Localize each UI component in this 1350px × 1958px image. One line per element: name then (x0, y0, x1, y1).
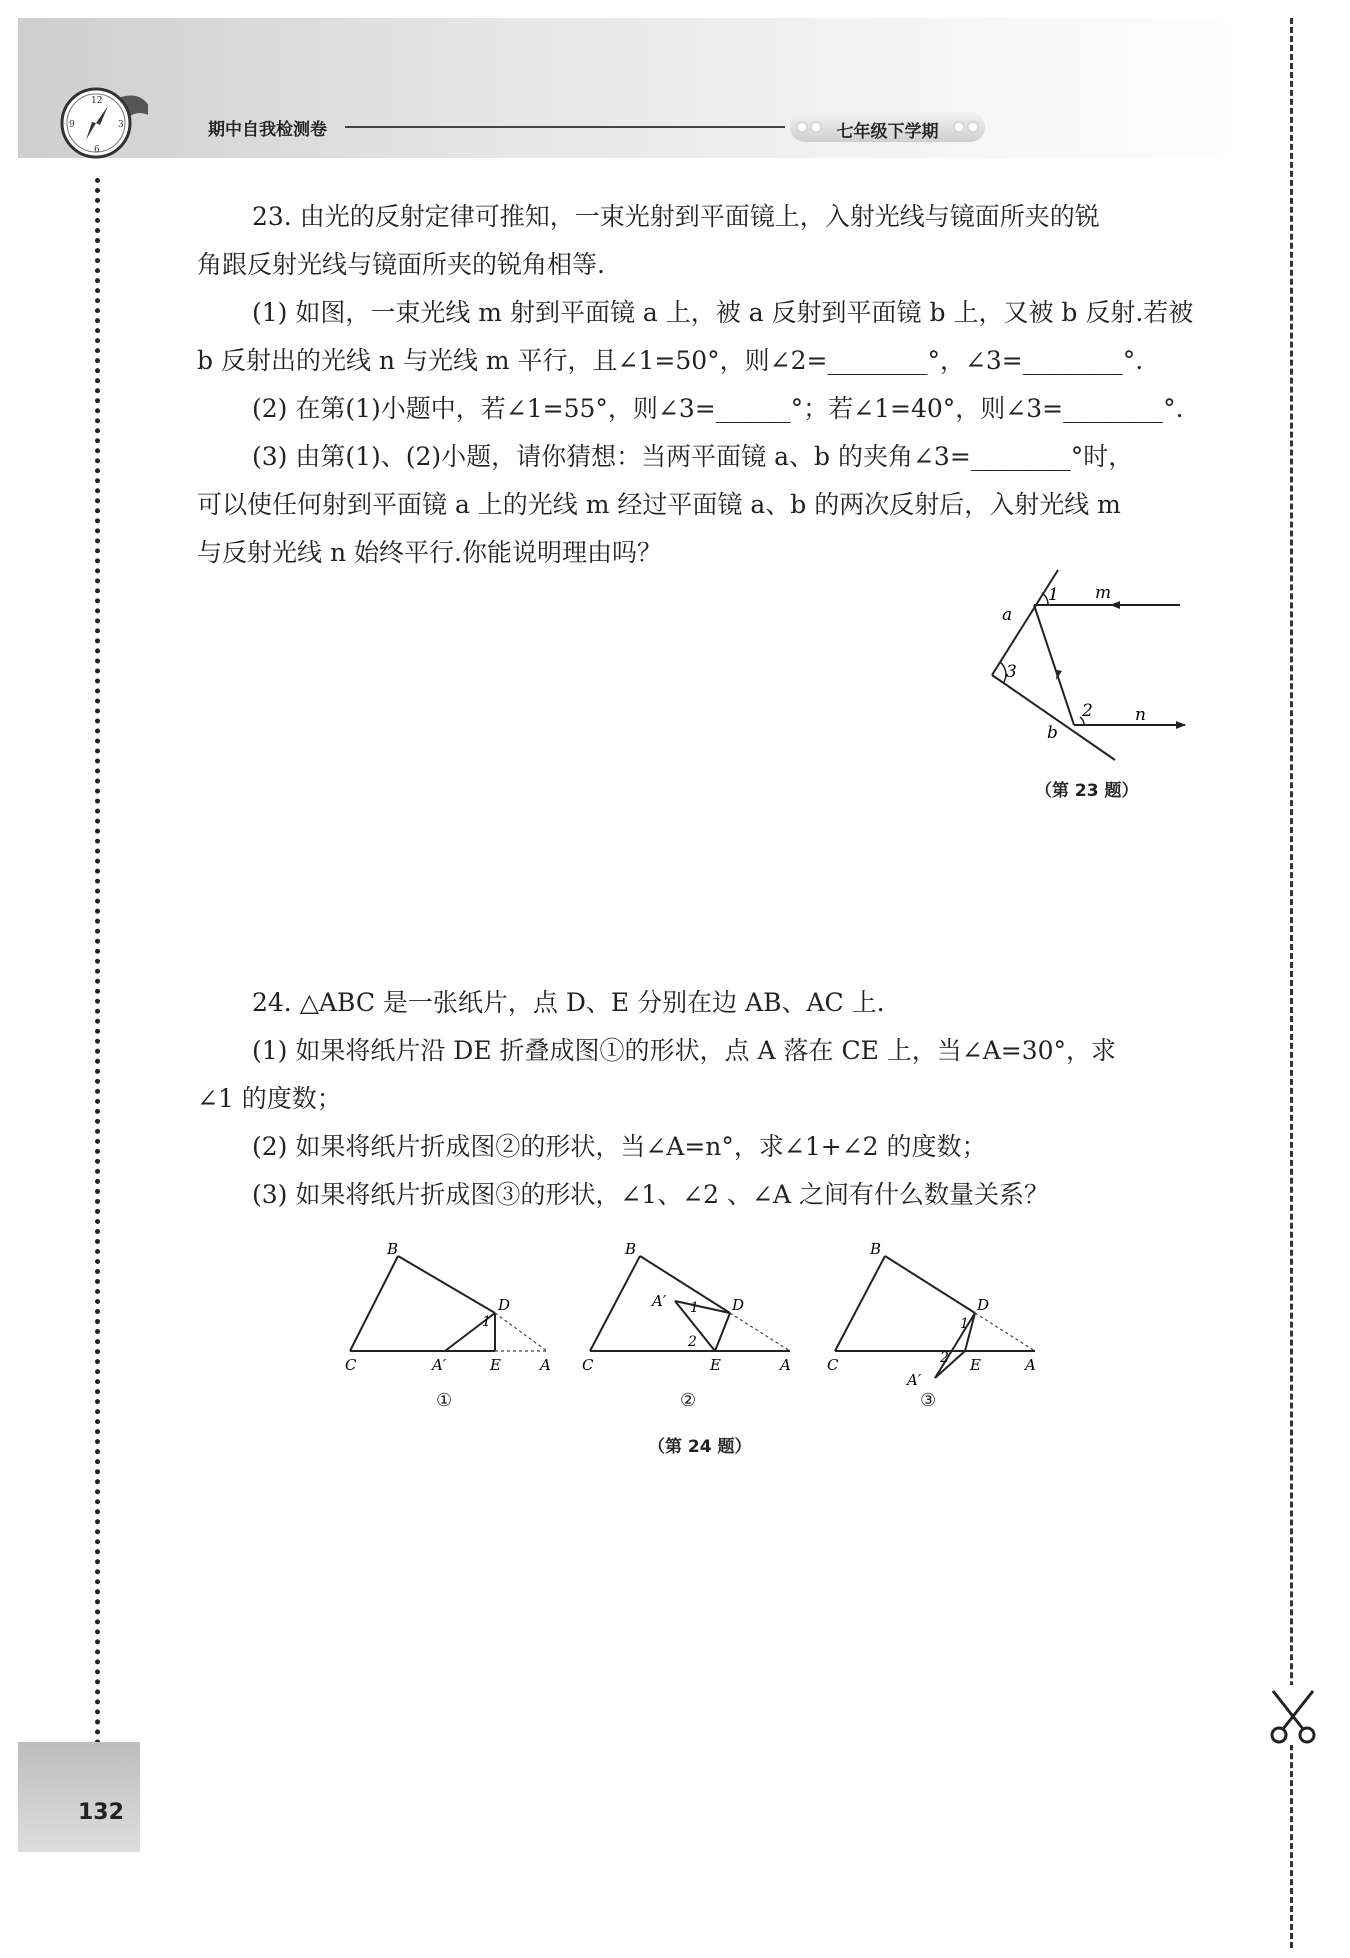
svg-text:E: E (970, 1356, 981, 1374)
svg-text:1: 1 (482, 1314, 491, 1330)
svg-text:9: 9 (69, 120, 75, 130)
q24-sub-3: ③ (920, 1390, 937, 1411)
svg-text:A′: A′ (907, 1371, 922, 1388)
svg-text:2: 2 (688, 1334, 697, 1350)
grade-badge (790, 112, 985, 142)
q23-figure (980, 560, 1200, 770)
svg-text:D: D (498, 1296, 511, 1314)
q23-line-2: 角跟反射光线与镜面所夹的锐角相等. (197, 250, 605, 279)
q23-caption: （第 23 题） (1035, 781, 1139, 801)
grade-label: 七年级下学期 (836, 122, 939, 142)
svg-text:D: D (732, 1296, 745, 1314)
q24-sub-2: ② (680, 1390, 697, 1411)
svg-text:C: C (827, 1356, 839, 1374)
svg-text:A: A (780, 1356, 791, 1374)
q23-line-1: 23. 由光的反射定律可推知，一束光射到平面镜上，入射光线与镜面所夹的锐 (252, 202, 1100, 231)
label-m: m (1095, 583, 1112, 603)
svg-text:D: D (977, 1296, 990, 1314)
svg-text:6: 6 (94, 145, 100, 155)
mirror-b (992, 675, 1115, 760)
q24-figure-1 (335, 1238, 565, 1378)
q24-figure-3 (825, 1238, 1055, 1388)
header-title: 期中自我检测卷 (208, 120, 327, 140)
header-rule (345, 126, 785, 128)
q24-sub-1: ① (436, 1390, 453, 1411)
svg-text:E: E (490, 1356, 501, 1374)
svg-text:A′: A′ (432, 1356, 447, 1374)
label-n: n (1135, 705, 1146, 725)
q24-line-5: (3) 如果将纸片折成图③的形状，∠1、∠2 、∠A 之间有什么数量关系？ (252, 1180, 1049, 1209)
svg-text:B: B (625, 1240, 637, 1258)
q23-line-6: (3) 由第(1)、(2)小题，请你猜想：当两平面镜 a、b 的夹角∠3=________°时， (252, 442, 1134, 471)
svg-text:B: B (387, 1240, 399, 1258)
q23-line-3: (1) 如图，一束光线 m 射到平面镜 a 上，被 a 反射到平面镜 b 上，又被 b 反射.若被 (252, 298, 1194, 327)
q24-line-3: ∠1 的度数； (197, 1084, 342, 1113)
page-number: 132 (78, 1800, 124, 1825)
q24-line-2: (1) 如果将纸片沿 DE 折叠成图①的形状，点 A 落在 CE 上，当∠A=30°，求 (252, 1036, 1117, 1065)
label-2: 2 (1082, 701, 1093, 721)
q23-line-5: (2) 在第(1)小题中，若∠1=55°，则∠3=______°；若∠1=40°，则∠3=________°. (252, 394, 1184, 423)
q24-caption: （第 24 题） (648, 1437, 752, 1457)
q24-line-1: 24. △ABC 是一张纸片，点 D、E 分别在边 AB、AC 上. (252, 988, 885, 1017)
svg-text:A: A (540, 1356, 551, 1374)
svg-text:A′: A′ (652, 1292, 667, 1310)
label-3: 3 (1006, 662, 1017, 682)
q23-line-4: b 反射出的光线 n 与光线 m 平行，且∠1=50°，则∠2=________°，∠3=________°. (197, 346, 1144, 375)
svg-text:2: 2 (940, 1350, 949, 1366)
scissors-icon (1265, 1685, 1321, 1745)
svg-text:12: 12 (91, 96, 103, 106)
q23-line-7: 可以使任何射到平面镜 a 上的光线 m 经过平面镜 a、b 的两次反射后，入射光线 m (197, 490, 1121, 519)
q24-line-4: (2) 如果将纸片折成图②的形状，当∠A=n°，求∠1+∠2 的度数； (252, 1132, 987, 1161)
svg-text:3: 3 (118, 120, 124, 130)
svg-text:B: B (870, 1240, 882, 1258)
label-1: 1 (1048, 585, 1059, 605)
svg-text:C: C (345, 1356, 357, 1374)
clock-logo (58, 78, 148, 168)
q23-line-8: 与反射光线 n 始终平行.你能说明理由吗？ (197, 538, 662, 567)
svg-text:A: A (1025, 1356, 1036, 1374)
svg-text:E: E (710, 1356, 721, 1374)
svg-text:1: 1 (960, 1316, 969, 1332)
binding-dotted-line (95, 178, 100, 1746)
svg-text:C: C (582, 1356, 594, 1374)
cut-dashed-line (1290, 18, 1293, 1948)
label-b: b (1047, 723, 1058, 743)
q24-figure-2 (580, 1238, 810, 1378)
svg-text:1: 1 (690, 1300, 699, 1316)
page-number-tab (18, 1742, 140, 1852)
label-a: a (1002, 605, 1013, 625)
